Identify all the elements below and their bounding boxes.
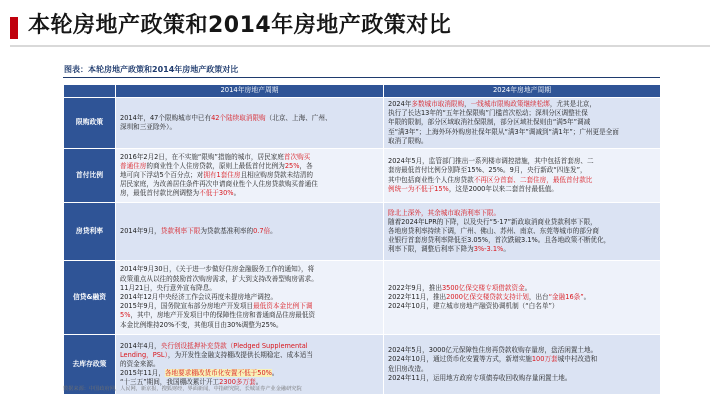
text-line <box>120 284 379 293</box>
text-line <box>120 171 379 180</box>
cell-2024 <box>384 149 661 203</box>
highlight-text: 25% <box>284 161 300 170</box>
highlight-text: 一线城市限购政策继续松绑 <box>470 100 550 108</box>
text-line <box>388 236 656 245</box>
highlight-text: “金融16条” <box>548 292 584 301</box>
text-segment: 其中包括商业性个人住房贷款 <box>388 175 474 184</box>
text-line <box>388 118 656 127</box>
highlight-text: 0.7倍 <box>253 226 271 235</box>
highlight-text: 不再区分首套、二套住房，最低首付款比 <box>473 175 593 184</box>
text-segment: 为贷款基准利率的 <box>200 226 254 235</box>
text-segment: 。 <box>255 378 263 387</box>
text-segment: 2024年5月，监管部门推出一系列楼市调控措施，其中包括首套房、二 <box>388 157 594 166</box>
text-line <box>120 302 379 311</box>
text-segment: 2024年 <box>388 100 412 108</box>
text-segment: ，各 <box>299 161 313 170</box>
text-line <box>388 109 656 118</box>
cell-2024 <box>384 98 661 149</box>
text-line <box>120 265 379 274</box>
text-line <box>388 185 656 194</box>
table-row <box>64 203 661 261</box>
text-segment: ，尤其是北京， <box>549 100 596 108</box>
title-divider <box>10 45 710 47</box>
highlight-text: 拥有1套住房 <box>203 170 241 179</box>
text-segment: 2022年9月，推出 <box>388 283 442 292</box>
highlight-text: 首次购买 <box>283 152 311 161</box>
text-segment: ，这是2000年以来二套首付最低值。 <box>448 184 558 193</box>
text-segment: 。 <box>271 369 279 378</box>
text-segment: 2024年10月，建立城市房地产融资协调机制（“白名单”） <box>388 302 559 311</box>
highlight-text: 100万套 <box>531 355 558 364</box>
text-segment: 年限的限制，部分区域取消社保限制，部分区域社保则由“满5年”调减 <box>388 118 591 127</box>
text-segment: 2014年9月， <box>120 226 161 235</box>
highlight-text: 42个陆续取消限购 <box>211 113 266 122</box>
highlight-text: 2000亿保交楼贷款支持计划 <box>446 292 529 301</box>
table-row <box>64 98 661 149</box>
row-category: 房贷利率 <box>64 203 116 261</box>
text-segment: 业银行首套房贷利率降低至3.05%，首次跌破3.1%。且各地政策不断优化， <box>388 236 611 245</box>
highlight-text: 5% <box>120 311 131 320</box>
text-line <box>388 374 656 383</box>
text-segment: （北京、上海、广州、 <box>265 113 332 122</box>
text-segment: 2024年11月，运用地方政府专项债券收回收购存量闲置土地。 <box>388 373 572 382</box>
text-segment: 2015年9月，国务院宣布部分房地产开发项目 <box>120 302 254 311</box>
row-category: 信贷&融资 <box>64 261 116 335</box>
highlight-text: （Pledged Supplemental <box>226 341 308 350</box>
text-segment: 2024年5月，3000亿元保障性住房再贷款收购存量房，盘活闲置土地。 <box>388 346 598 355</box>
text-line <box>388 365 656 374</box>
text-segment: 2024年10月，通过货币化安置等方式，新增实施 <box>388 355 532 364</box>
text-line <box>388 209 656 218</box>
cell-2014 <box>116 261 384 335</box>
text-line <box>388 227 656 236</box>
text-segment: 本金比例维持20%不变，其他项目由30%调整为25%。 <box>120 320 283 329</box>
text-line <box>120 153 379 162</box>
header-2014-cycle: 2014年房地产周期 <box>116 85 384 98</box>
text-segment: 2015年11月， <box>120 369 165 378</box>
text-line <box>120 162 379 171</box>
text-segment: ， <box>464 100 471 108</box>
text-segment: 。 <box>233 189 241 198</box>
row-category: 首付比例 <box>64 149 116 203</box>
text-line <box>120 180 379 189</box>
text-segment: 危旧房改造。 <box>388 364 428 373</box>
text-line <box>120 360 379 369</box>
text-segment: 。 <box>503 245 510 254</box>
text-line <box>388 137 656 146</box>
text-segment: 居民家庭，为改善居住条件再次申请商业性个人住房贷款购买普通住 <box>120 180 318 189</box>
highlight-text: 最低资本金比例下调 <box>253 302 313 311</box>
text-segment: 深圳和三亚除外）。 <box>120 123 177 131</box>
text-line <box>120 369 379 378</box>
text-segment: 的资金来源。 <box>120 359 160 368</box>
text-line <box>388 346 656 355</box>
cell-2014 <box>116 149 384 203</box>
text-line <box>388 128 656 137</box>
text-line <box>120 114 379 123</box>
highlight-text: 3%-3.1% <box>473 245 504 254</box>
cell-2024 <box>384 261 661 335</box>
cell-2024 <box>384 203 661 261</box>
table-header-row <box>64 85 661 98</box>
highlight-text: 各地要求棚改货币化安置不低于50% <box>164 369 272 378</box>
page-title: 本轮房地产政策和2014年房地产政策对比 <box>28 13 452 38</box>
text-segment: 执行了长达13年的“五年社保限购”门槛首次松动；深圳分区调整社保 <box>388 109 588 118</box>
highlight-text: 除北上深外，其余城市取消利率下限。 <box>388 208 501 217</box>
text-line <box>120 293 379 302</box>
text-segment: ，为开发性金融支持棚改提供长期稳定、成本适当 <box>167 350 313 359</box>
text-segment: 。 <box>583 292 591 301</box>
text-segment: 取消了限购。 <box>388 136 428 145</box>
highlight-text: 3500亿保交楼专项借款资金 <box>441 283 525 292</box>
text-line <box>388 157 656 166</box>
text-segment: 2014年12月中央经济工作会议再度未提房地产调控。 <box>120 292 278 301</box>
header-corner <box>64 85 116 98</box>
text-line <box>120 189 379 198</box>
text-segment: 房，最低首付款比例调整为 <box>120 189 200 198</box>
highlight-text: 贷款利率下限 <box>160 226 201 235</box>
text-segment: 各地房贷利率持续下调，广州、佛山、苏州、南京、东莞等城市的部分商 <box>388 226 599 235</box>
text-line <box>388 176 656 185</box>
table-caption: 图表：本轮房地产政策和2014年房地产政策对比 <box>64 65 239 74</box>
text-segment: 地可向下浮动5个百分点；对 <box>120 170 204 179</box>
policy-comparison-table <box>63 84 661 395</box>
text-segment: “十三五”期间，我国棚改累计开工 <box>120 378 220 387</box>
text-segment: 利率下限，调整后利率下降为 <box>388 245 474 254</box>
text-line <box>388 245 656 254</box>
text-line <box>388 284 656 293</box>
text-segment: 且相应购房贷款未结清的 <box>240 170 314 179</box>
text-line <box>388 166 656 175</box>
text-line <box>120 227 379 236</box>
text-line <box>120 311 379 320</box>
text-segment: 2014年9月30日，《关于进一步做好住房金融服务工作的通知》，将 <box>120 265 315 274</box>
text-line <box>120 342 379 351</box>
highlight-text: 普通住房 <box>120 161 147 170</box>
text-line <box>120 351 379 360</box>
title-accent-bar <box>10 17 18 39</box>
text-segment: 套房最低首付比例分别降至15%、25%。9月，央行新政“四连发”， <box>388 166 587 175</box>
highlight-text: 央行创设抵押补充贷款 <box>160 341 227 350</box>
text-line <box>388 293 656 302</box>
header-2024-cycle: 2024年房地产周期 <box>384 85 661 98</box>
text-segment: 2014年4月， <box>120 341 161 350</box>
text-segment: 。 <box>524 283 532 292</box>
text-line <box>388 302 656 311</box>
text-line <box>388 218 656 227</box>
data-source-note: 数据来源：中国政府网，人民网，新京报，搜狐财经，界面新闻，中指研究院，长城证券产业金融研究院 <box>63 386 302 392</box>
text-segment: 2022年11月，推出 <box>388 292 447 301</box>
text-segment: 11月21日，央行意外宣布降息。 <box>120 283 216 292</box>
text-line <box>120 275 379 284</box>
cell-2024 <box>384 335 661 395</box>
text-segment: ，出台 <box>528 292 549 301</box>
highlight-text: 不低于30% <box>199 189 234 198</box>
cell-2014 <box>116 98 384 149</box>
text-segment: 2016年2月2日，在不实施“限购”措施的城市，居民家庭 <box>120 152 284 161</box>
text-segment: 政策重点从以往的鼓励首次购房需求，扩大到支持改善型购房需求。 <box>120 274 318 283</box>
highlight-text: 例统一为不低于15% <box>388 184 449 193</box>
text-segment: 2014年，47个限购城市中已有 <box>120 113 212 122</box>
cell-2014 <box>116 203 384 261</box>
text-segment: 随着2024年LPR的下降，以及央行“5·17”新政取消商业贷款利率下限， <box>388 217 597 226</box>
caption-divider <box>63 77 660 78</box>
highlight-text: 2300多万套 <box>219 378 256 387</box>
text-line <box>120 321 379 330</box>
title-bar <box>0 0 719 48</box>
highlight-text: 多数城市取消限购 <box>411 100 465 108</box>
row-category: 去库存政策 <box>64 335 116 395</box>
text-line <box>120 123 379 132</box>
table-row <box>64 261 661 335</box>
highlight-text: Lending，PSL） <box>120 350 168 359</box>
text-segment: 的商业性个人住房贷款，原则上最低首付比例为 <box>146 161 285 170</box>
row-category: 限购政策 <box>64 98 116 149</box>
text-line <box>388 100 656 109</box>
text-segment: 。 <box>270 226 277 235</box>
text-segment: 至“满3年”；上海外环外购房社保年限从“满3年”调减到“满1年”；广州更是全面 <box>388 127 619 136</box>
text-segment: 城中村改造和 <box>557 355 598 364</box>
table-row <box>64 149 661 203</box>
text-segment: ，其中，房地产开发项目中的保障性住房和普通商品住房最低资 <box>130 311 316 320</box>
text-line <box>388 355 656 364</box>
